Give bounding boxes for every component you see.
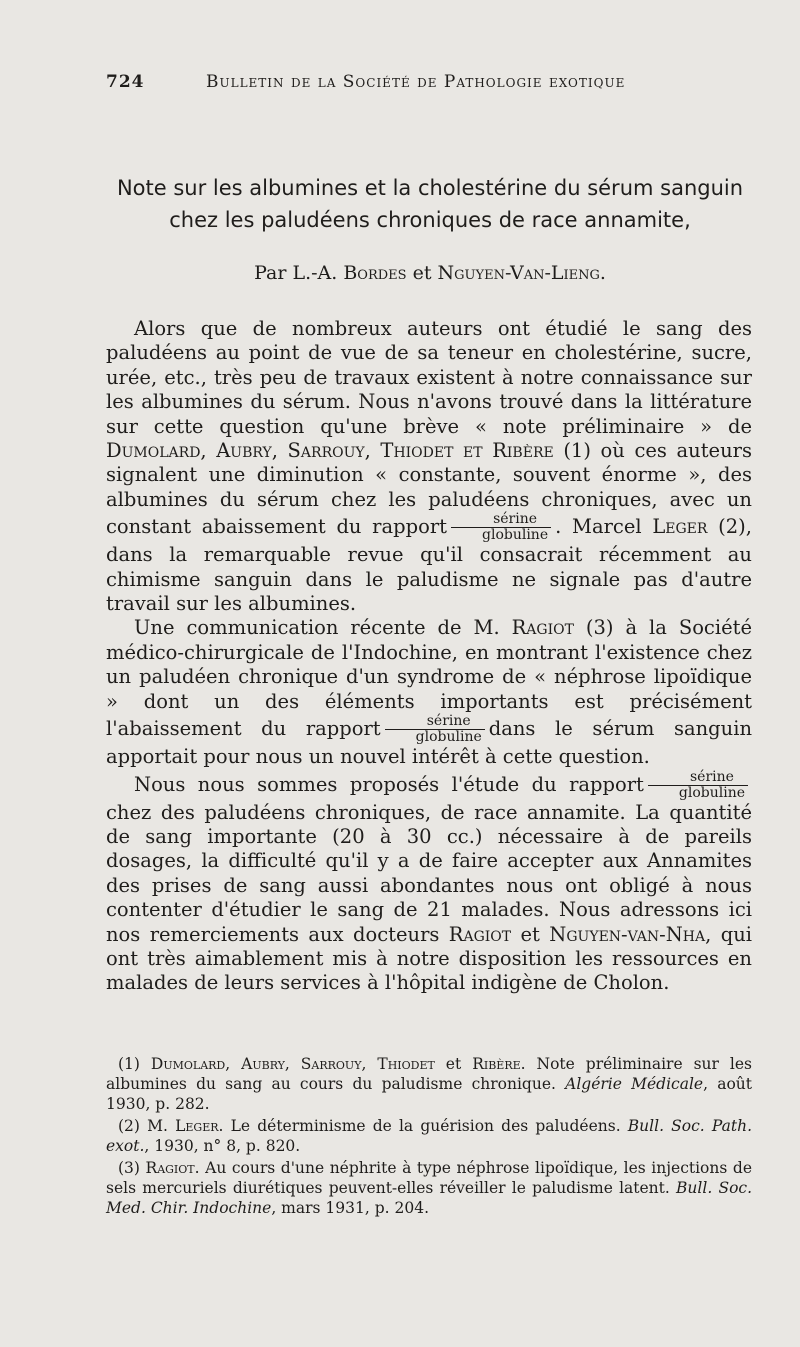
- running-title: Bulletin de la Société de Pathologie exotique: [206, 72, 626, 92]
- footnote-1-author-last: Ribère: [472, 1055, 521, 1073]
- footnote-1-et: et: [434, 1055, 473, 1073]
- footnote-1: [106, 1054, 752, 1114]
- title-line-1: Note sur les albumines et la cholestérine du sérum sanguin: [116, 176, 744, 200]
- fraction-numerator: sérine: [451, 512, 551, 528]
- fraction-numerator: sérine: [648, 770, 748, 786]
- p1-text-a: Alors que de nombreux auteurs ont étudié le sang des paludéens au point de vue de sa teneur en cholestérine, sucre, urée, etc., très peu de travaux existent à notre connaissance sur les albumines du sérum. Nous n'avons trouvé dans la littérature sur cette question qu'une brève « note préliminaire » de: [106, 317, 752, 438]
- p1-text-c: . Marcel: [555, 515, 653, 539]
- footnote-3-text: . Au cours d'une néphrite à type néphrose lipoïdique, les injections de sels mercuriels diurétiques peuvent-elles réveiller le paludisme latent.: [106, 1159, 752, 1197]
- p2-text-c: dans le sérum sanguin apportait pour nous un nouvel intérêt à cette question.: [106, 717, 752, 769]
- article-title: [105, 172, 755, 236]
- paragraph-2: [106, 616, 752, 769]
- paragraph-1: [106, 317, 752, 616]
- article-body: [106, 317, 752, 996]
- footnote-3-mark: (3): [118, 1159, 146, 1177]
- footnote-2-author: Leger: [175, 1117, 219, 1135]
- footnote-2-text: . Le déterminisme de la guérision des paludéens.: [218, 1117, 628, 1135]
- p1-text-b: (1) où ces auteurs signalent une diminution « constante, souvent énorme », des albumines du sérum chez les paludéens chroniques, avec un constant abaissement du rapport: [106, 439, 752, 539]
- footnote-2-mark: (2) M.: [118, 1117, 176, 1135]
- p3-text-b: chez des paludéens chroniques, de race annamite. La quantité de sang importante (20 à 30 cc.) nécessaire à de pareils dosages, la difficulté qu'il y a de faire accepter aux Annamites des prises de sang aussi abondantes nous ont obligé à nous contenter d'étudier le sang de 21 malades. Nous adressons ici nos remerciements aux docteurs: [106, 800, 752, 946]
- p3-text-d: , qui ont très aimablement mis à notre disposition les ressources en malades de leurs services à l'hôpital indigène de Cholon.: [106, 922, 752, 995]
- fraction-serine-globuline-3: [648, 770, 748, 801]
- p3-nguyen: Nguyen-van-Nha: [549, 922, 706, 946]
- byline-prefix: Par: [254, 262, 293, 284]
- footnote-1-authors: Dumolard, Aubry, Sarrouy, Thiodet: [150, 1055, 435, 1073]
- fraction-numerator: sérine: [385, 714, 485, 730]
- byline: [105, 262, 755, 284]
- p1-leger: Leger: [652, 515, 708, 539]
- footnote-3: [106, 1158, 752, 1218]
- paragraph-3: [106, 770, 752, 996]
- footnote-1-mark: (1): [118, 1055, 151, 1073]
- footnote-2: [106, 1116, 752, 1156]
- p3-text-a: Nous nous sommes proposés l'étude du rapport: [134, 772, 644, 796]
- running-header: [106, 72, 706, 102]
- fraction-denominator: globuline: [678, 784, 745, 801]
- footnote-1-text: . Note préliminaire sur les albumines du sang au cours du paludisme chronique.: [106, 1055, 752, 1093]
- p2-ragiot: Ragiot: [511, 616, 574, 640]
- fraction-serine-globuline-1: [451, 512, 551, 543]
- p3-text-c: et: [511, 922, 550, 946]
- footnote-1-end: , août 1930, p. 282.: [106, 1075, 753, 1113]
- footnote-2-journal: Bull. Soc. Path. exot.: [106, 1117, 753, 1155]
- footnote-3-author: Ragiot: [145, 1159, 195, 1177]
- fraction-denominator: globuline: [415, 729, 482, 746]
- author-2: Nguyen-Van-Lieng.: [437, 262, 606, 284]
- byline-join: et: [406, 262, 438, 284]
- footnotes: [106, 1054, 752, 1220]
- fraction-serine-globuline-2: [385, 714, 485, 745]
- p2-text-a: Une communication récente de M.: [134, 616, 512, 640]
- footnote-3-journal: Bull. Soc. Med. Chir. Indochine: [106, 1179, 753, 1217]
- p2-text-b: (3) à la Société médico-chirurgicale de l'Indochine, en montrant l'existence chez un paludéen chronique d'un syndrome de « néphrose lipoïdique » dont un des éléments importants est précisément l'abaissement du rapport: [106, 616, 753, 741]
- footnote-1-journal: Algérie Médicale: [565, 1075, 704, 1093]
- footnote-2-end: , 1930, n° 8, p. 820.: [144, 1137, 301, 1155]
- title-line-2: chez les paludéens chroniques de race annamite,: [169, 208, 691, 232]
- page-number: 724: [106, 72, 145, 92]
- p3-ragiot: Ragiot: [448, 922, 512, 946]
- p1-text-d: (2), dans la remarquable revue qu'il consacrait récemment au chimisme sanguin dans le paludisme ne signale pas d'autre travail sur les albumines.: [106, 515, 752, 616]
- footnote-3-end: , mars 1931, p. 204.: [271, 1199, 429, 1217]
- author-1: L.-A. Bordes: [292, 262, 407, 284]
- p1-authors: Dumolard, Aubry, Sarrouy, Thiodet et Ribère: [106, 439, 554, 463]
- fraction-denominator: globuline: [482, 527, 549, 544]
